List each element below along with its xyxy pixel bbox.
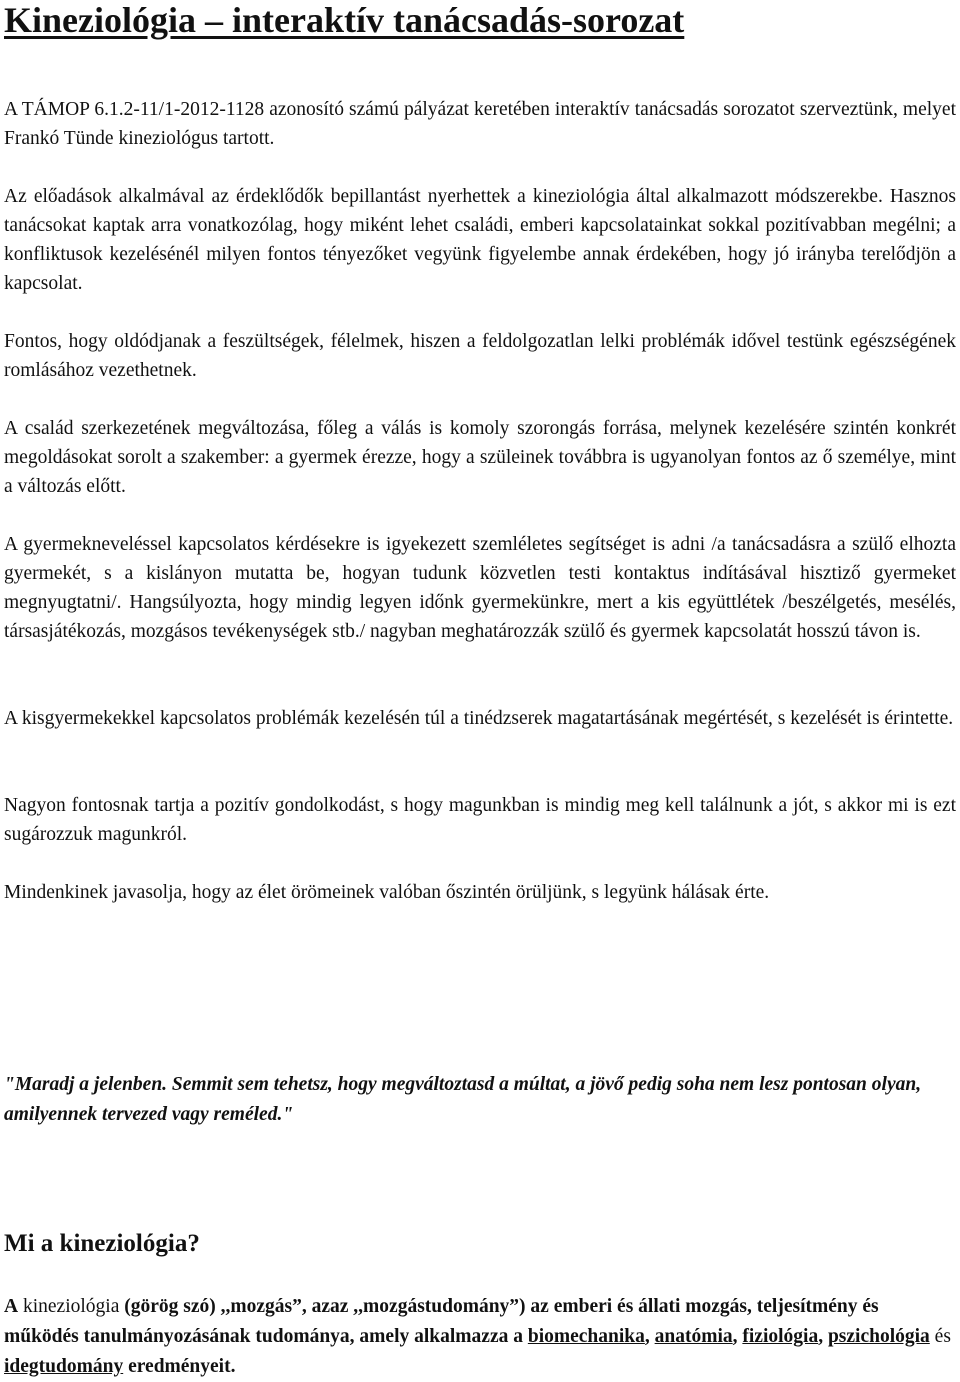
definition-tail: eredményeit.	[123, 1356, 236, 1377]
separator: ,	[818, 1326, 828, 1347]
paragraph-teenagers: A kisgyermekekkel kapcsolatos problémák kezelésén túl a tinédzserek magatartásának megértését, s kezelését is érintette.	[4, 708, 954, 729]
link-idegtudomany[interactable]: idegtudomány	[4, 1356, 124, 1377]
paragraph-lectures: Az előadások alkalmával az érdeklődők bepillantást nyerhettek a kineziológia által alkalmazott módszerekbe. Hasznos tanácsokat kaptak arra vonatkozólag, hogy miként lehet családi, emberi kapcsolatainkat sokkal pozitívabban megélni; a konfliktusok kezelésénél milyen fontos tényezőket vegyünk figyelembe annak érdekében, hogy jó irányba terelődjön a kapcsolat.	[4, 186, 956, 294]
link-biomechanika[interactable]: biomechanika	[527, 1326, 645, 1347]
paragraph-intro: A TÁMOP 6.1.2-11/1-2012-1128 azonosító számú pályázat keretében interaktív tanácsadás sorozatot szerveztünk, melyet Frankó Tünde kineziológus tartott.	[4, 99, 956, 149]
paragraph-positive-thinking: Nagyon fontosnak tartja a pozitív gondolkodást, s hogy magunkban is mindig meg kell találnunk a jót, s akkor mi is ezt sugározzuk magunkról.	[4, 795, 956, 845]
definition-paragraph	[4, 1292, 956, 1382]
quote: "Maradj a jelenben. Semmit sem tehetsz, hogy megváltoztasd a múltat, a jövő pedig soha nem lesz pontosan olyan, amilyennek tervezed vagy reméled."	[4, 1074, 922, 1125]
paragraph-family: A család szerkezetének megváltozása, főleg a válás is komoly szorongás forrása, melynek kezelésére szintén konkrét megoldásokat sorolt a szakember: a gyermek érezze, hogy a szüleinek továbbra is ugyanolyan fontos az ő személye, mint a változás előtt.	[4, 418, 956, 497]
separator: ,	[644, 1326, 655, 1347]
paragraph-joy: Mindenkinek javasolja, hogy az élet örömeinek valóban őszintén örüljünk, s legyünk hálásak érte.	[4, 882, 770, 903]
conjunction: és	[929, 1326, 951, 1347]
section-heading: Mi a kineziológia?	[4, 1230, 200, 1257]
link-anatomia[interactable]: anatómia	[654, 1326, 733, 1347]
document-title: Kineziológia – interaktív tanácsadás-sorozat	[4, 0, 685, 40]
paragraph-parenting: A gyermekneveléssel kapcsolatos kérdésekre is igyekezett szemléletes segítséget is adni /a tanácsadásra a szülő elhozta gyermekét, s a kislányon mutatta be, hogyan tudunk közvetlen testi kontaktus indításával hisztiző gyermeket megnyugtatni/. Hangsúlyozta, hogy mindig legyen időnk gyermekünkre, mert a kis együttlétek /beszélgetés, mesélés, társasjátékozás, mozgásos tevékenységek stb./ nagyban meghatározzák szülő és gyermek kapcsolatát hosszú távon is.	[4, 534, 956, 642]
link-fiziologia[interactable]: fiziológia	[742, 1326, 819, 1347]
paragraph-tensions: Fontos, hogy oldódjanak a feszültségek, félelmek, hiszen a feldolgozatlan lelki problémák idővel testünk egészségének romlásához vezethetnek.	[4, 331, 956, 381]
link-pszichologia[interactable]: pszichológia	[827, 1326, 930, 1347]
definition-article: A	[4, 1296, 19, 1317]
separator: ,	[732, 1326, 743, 1347]
definition-term: kineziológia	[18, 1296, 125, 1317]
definition-body: (görög szó) ,,mozgás”, azaz ,,mozgástudomány”) az emberi és állati mozgás, teljesítmény és működés tanulmányozásának tudománya, amely alkalmazza a	[4, 1296, 879, 1347]
